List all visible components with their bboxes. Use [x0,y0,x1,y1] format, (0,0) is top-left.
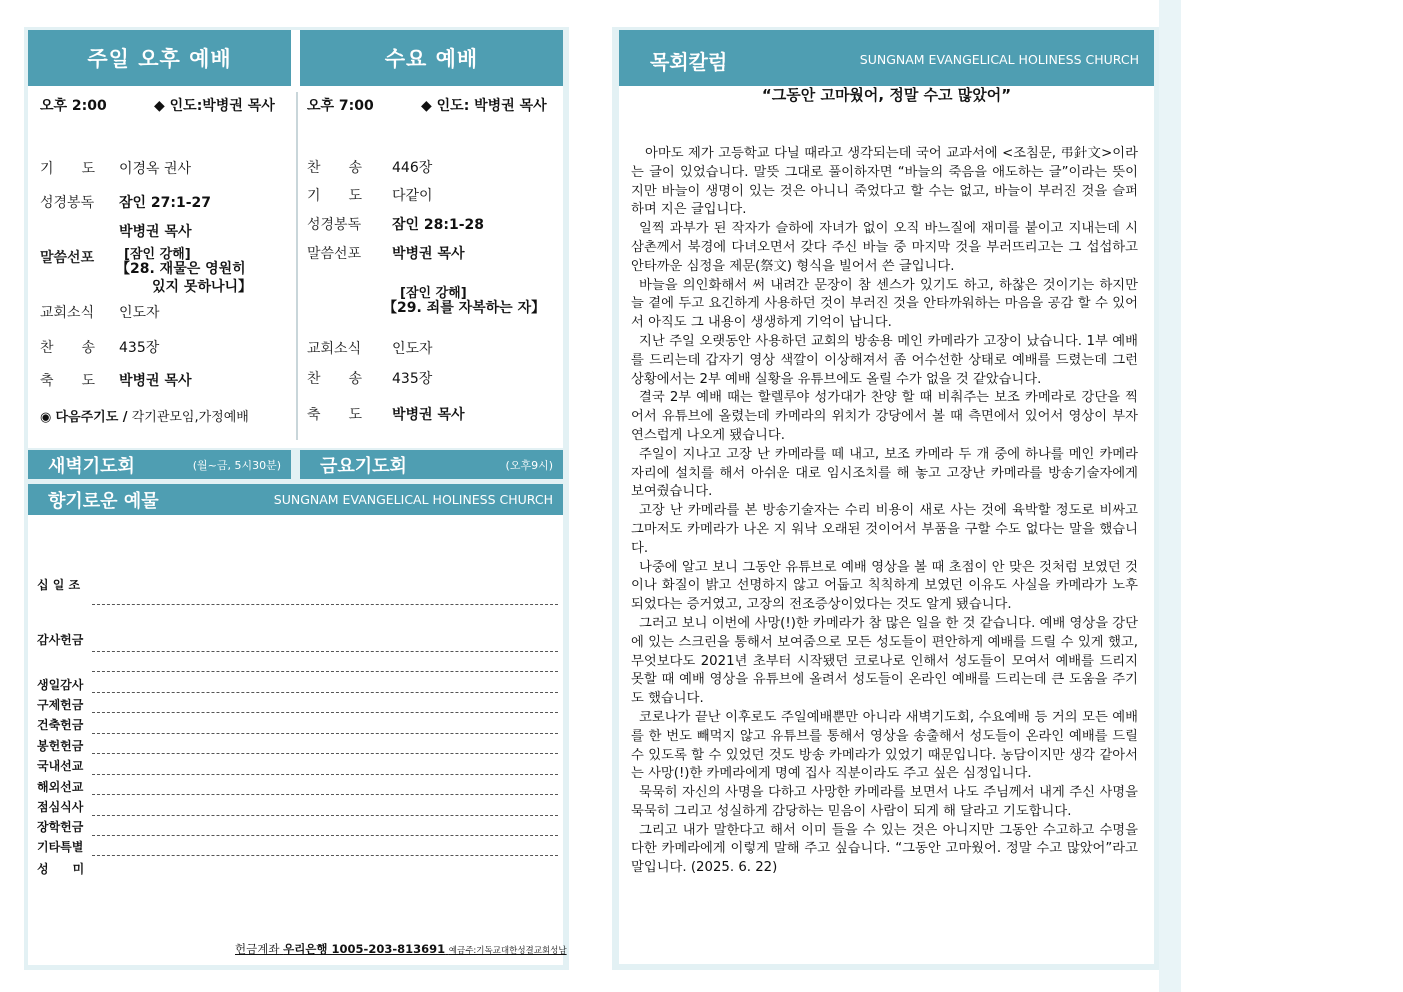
offering-line [92,855,558,856]
column-title: “그동안 고마웠어, 정말 수고 많았어” [761,86,1012,104]
offering-label-relief: 구제헌금 [37,698,84,712]
afternoon-label-sermon: 말씀선포 [40,250,95,266]
wednesday-value-preacher: 박병권 목사 [392,246,465,262]
offering-line [92,815,558,816]
wednesday-label-benediction: 축 도 [307,407,363,423]
account-number: 우리은행 1005-203-813691 [283,942,446,956]
afternoon-time: 오후 2:00 [40,98,107,114]
dawn-prayer-time: (월~금, 5시30분) [192,458,281,472]
column-divider [296,92,298,440]
afternoon-label-hymn: 찬 송 [40,340,96,356]
column-paragraph: 나중에 알고 보니 그동안 유튜브로 예배 영상을 볼 때 초점이 안 맞은 것처럼 보였던 것이나 화질이 밝고 선명하지 않고 어둡고 칙칙하게 보였던 이유도 사실을 카메라가 노후되었다는 증거였고, 고장의 전조증상이었다는 것도 알게 됐습니다. [631,559,1138,613]
account-label: 헌금계좌 [235,942,280,956]
wednesday-value-benediction: 박병권 목사 [392,407,465,423]
offering-church-name: SUNGNAM EVANGELICAL HOLINESS CHURCH [273,492,553,507]
column-paragraph: 일찍 과부가 된 작자가 슬하에 자녀가 없이 오직 바느질에 재미를 붙이고 지내는데 시삼촌께서 북경에 다녀오면서 갖다 주신 바늘 중 마지막 것을 부러뜨리고는 그 섭섭하고 안타까운 심정을 제문(祭文) 형식을 빌어서 쓴 글입니다. [631,221,1138,274]
next-worship-value: 각기관모임,가정예배 [131,410,249,425]
offering-line [92,794,558,795]
offering-label-special: 기타특별 [37,840,84,854]
column-header-title: 목회칼럼 [650,50,728,74]
offering-account [235,941,567,957]
friday-prayer-time: (오후9시) [505,458,553,472]
wednesday-label-news: 교회소식 [307,341,362,357]
wednesday-value-news: 인도자 [392,341,433,357]
afternoon-label-scripture: 성경봉독 [40,195,95,211]
wednesday-worship-header: 수요 예배 [300,30,563,86]
afternoon-sermon-title-1: 【28. 재물은 영원히 [116,261,246,277]
column-paragraph: 지난 주일 오랫동안 사용하던 교회의 방송용 메인 카메라가 고장이 났습니다. 1부 예배를 드리는데 갑자기 영상 색깔이 이상해져서 좀 어수선한 상태로 예배를 드렸는데 그런 상황에서는 2부 예배 실황을 유튜브에도 올릴 수가 없을 것 같았습니다. [631,333,1138,387]
wednesday-label-scripture: 성경봉독 [307,217,362,233]
afternoon-worship-header: 주일 오후 예배 [28,30,291,86]
offering-label-building: 건축헌금 [37,718,84,732]
edge-strip [1159,0,1181,992]
wednesday-value-prayer: 다같이 [392,188,433,204]
column-header-church: SUNGNAM EVANGELICAL HOLINESS CHURCH [859,52,1139,67]
offering-line [92,835,558,836]
wednesday-label-prayer: 기 도 [307,188,363,204]
afternoon-label-news: 교회소식 [40,305,95,321]
afternoon-label-prayer: 기 도 [40,161,96,177]
offering-line [92,604,558,605]
offering-label-lunch: 점심식사 [37,800,84,814]
offering-panel [28,515,563,965]
next-worship-label: 다음주기도 / [55,410,128,425]
next-worship-row [40,406,249,425]
wednesday-label-hymn1: 찬 송 [307,160,363,176]
offering-label-tithe: 십 일 조 [37,578,81,592]
offering-label-birthday: 생일감사 [37,678,84,692]
wednesday-leader: ◆ 인도: 박병권 목사 [421,98,547,114]
wednesday-time: 오후 7:00 [307,98,374,114]
afternoon-value-benediction: 박병권 목사 [119,373,192,389]
wednesday-sermon-title: 【29. 죄를 자복하는 자】 [383,300,546,316]
offering-label-rice: 성 미 [37,862,85,876]
offering-header [28,484,563,515]
offering-line [92,733,558,734]
offering-label-overseas-mission: 해외선교 [37,780,84,794]
afternoon-sermon-series: [잠인 강해] [124,247,191,262]
afternoon-label-benediction: 축 도 [40,373,96,389]
afternoon-value-news: 인도자 [119,305,160,321]
column-paragraph: 묵묵히 자신의 사명을 다하고 사망한 카메라를 보면서 나도 주님께서 내게 주신 사명을 묵묵히 그리고 성실하게 감당하는 믿음이 사람이 되게 해 달라고 기도합니다. [631,785,1138,819]
afternoon-value-scripture: 잠인 27:1-27 [119,195,212,211]
wednesday-value-hymn1: 446장 [392,160,433,176]
afternoon-value-prayer: 이경옥 권사 [119,161,192,177]
column-body [631,145,1138,878]
friday-prayer-title: 금요기도회 [320,455,407,477]
offering-label-thanks: 감사헌금 [37,633,84,647]
dawn-prayer-bar [28,450,291,479]
offering-line [92,712,558,713]
offering-label-domestic-mission: 국내선교 [37,759,84,773]
afternoon-sermon-title-2: 있지 못하나니】 [152,279,253,295]
wednesday-value-scripture: 잠인 28:1-28 [392,217,485,233]
column-paragraph: 코로나가 끝난 이후로도 주일예배뿐만 아니라 새벽기도회, 수요예배 등 거의 모든 예배를 한 번도 빼먹지 않고 유튜브를 통해서 영상을 송출해서 성도들이 온라인 예배를 드릴 수 있도록 할 수 있었던 것도 방송 카메라가 있었기 때문입니다. 농담이지만 생각 같아서는 사망(!)한 카메라에게 명예 집사 직분이라도 주고 싶은 심정입니다. [631,709,1138,782]
afternoon-value-preacher: 박병권 목사 [119,224,192,240]
column-paragraph: 고장 난 카메라를 본 방송기술자는 수리 비용이 새로 사는 것에 육박할 정도로 비싸고 그마저도 카메라가 나온 지 워낙 오래된 것이어서 부품을 구할 수도 없다는 말을 했습니다. [631,503,1138,556]
wednesday-value-hymn2: 435장 [392,371,433,387]
dawn-prayer-title: 새벽기도회 [48,455,135,477]
column-paragraph: 아마도 제가 고등학교 다닐 때라고 생각되는데 국어 교과서에 <조침문, 弔針文>이라는 글이 있었습니다. 말뜻 그대로 풀이하자면 “바늘의 죽음을 애도하는 글”이라는 뜻이지만 바늘이 생명이 있는 것은 아니니 죽었다고 할 수는 없고, 바늘이 부러진 것을 슬퍼하며 지은 글입니다. [631,146,1138,218]
account-holder: 예금주:기독교대한성결교회성남 [448,946,567,956]
afternoon-value-hymn: 435장 [119,340,160,356]
offering-line [92,671,558,672]
wednesday-sermon-series: [잠인 강해] [400,286,467,301]
afternoon-leader: ◆ 인도:박병권 목사 [154,98,275,114]
offering-line [92,774,558,775]
column-paragraph: 그러고 보니 이번에 사망(!)한 카메라가 참 많은 일을 한 것 같습니다. 예배 영상을 강단에 있는 스크린을 통해서 보여줌으로 모든 성도들이 편안하게 예배를 드릴 수 있게 했고, 무엇보다도 2021년 초부터 시작됐던 코로나로 인해서 성도들이 모여서 예배를 드리지 못할 때 예배 영상을 유튜브에 올려서 성도들이 온라인 예배를 드리는데 큰 도움을 주기도 했습니다. [631,615,1138,707]
column-paragraph: 주일이 지나고 고장 난 카메라를 떼 내고, 보조 카메라 두 개 중에 하나를 메인 카메라 자리에 설치를 해서 아쉬운 대로 임시조치를 해 놓고 고장난 카메라를 방송기술자에게 보여줬습니다. [631,446,1138,500]
column-header [619,30,1154,86]
column-paragraph: 바늘을 의인화해서 써 내려간 문장이 참 센스가 있기도 하고, 하찮은 것이기는 하지만 늘 곁에 두고 요긴하게 사용하던 것이 부러진 것을 안타까워하는 마음을 공감 할 수 있어서 아직도 그 내용이 생생하게 기억이 납니다. [631,277,1138,331]
column-paragraph: 그리고 내가 말한다고 해서 이미 들을 수 있는 것은 아니지만 그동안 수고하고 수명을 다한 카메라에게 이렇게 말해 주고 싶습니다. “그동안 고마웠어. 정말 수고 많았어”라고 말입니다. (2025. 6. 22) [631,822,1138,876]
offering-label-dedication: 봉헌헌금 [37,739,84,753]
offering-line [92,753,558,754]
offering-line [92,692,558,693]
column-paragraph: 결국 2부 예배 때는 할렐루야 성가대가 찬양 할 때 비춰주는 보조 카메라로 강단을 찍어서 유튜브에 올렸는데 카메라의 위치가 강당에서 볼 때 측면에서 있어서 영상이 부자연스럽게 나오게 됐습니다. [631,390,1138,443]
bullet-circle-icon: ◉ [40,410,52,425]
wednesday-label-hymn2: 찬 송 [307,371,363,387]
offering-line [92,651,558,652]
friday-prayer-bar [300,450,563,479]
offering-label-scholarship: 장학헌금 [37,820,84,834]
wednesday-label-sermon: 말씀선포 [307,246,362,262]
offering-title: 향기로운 예물 [48,490,159,512]
